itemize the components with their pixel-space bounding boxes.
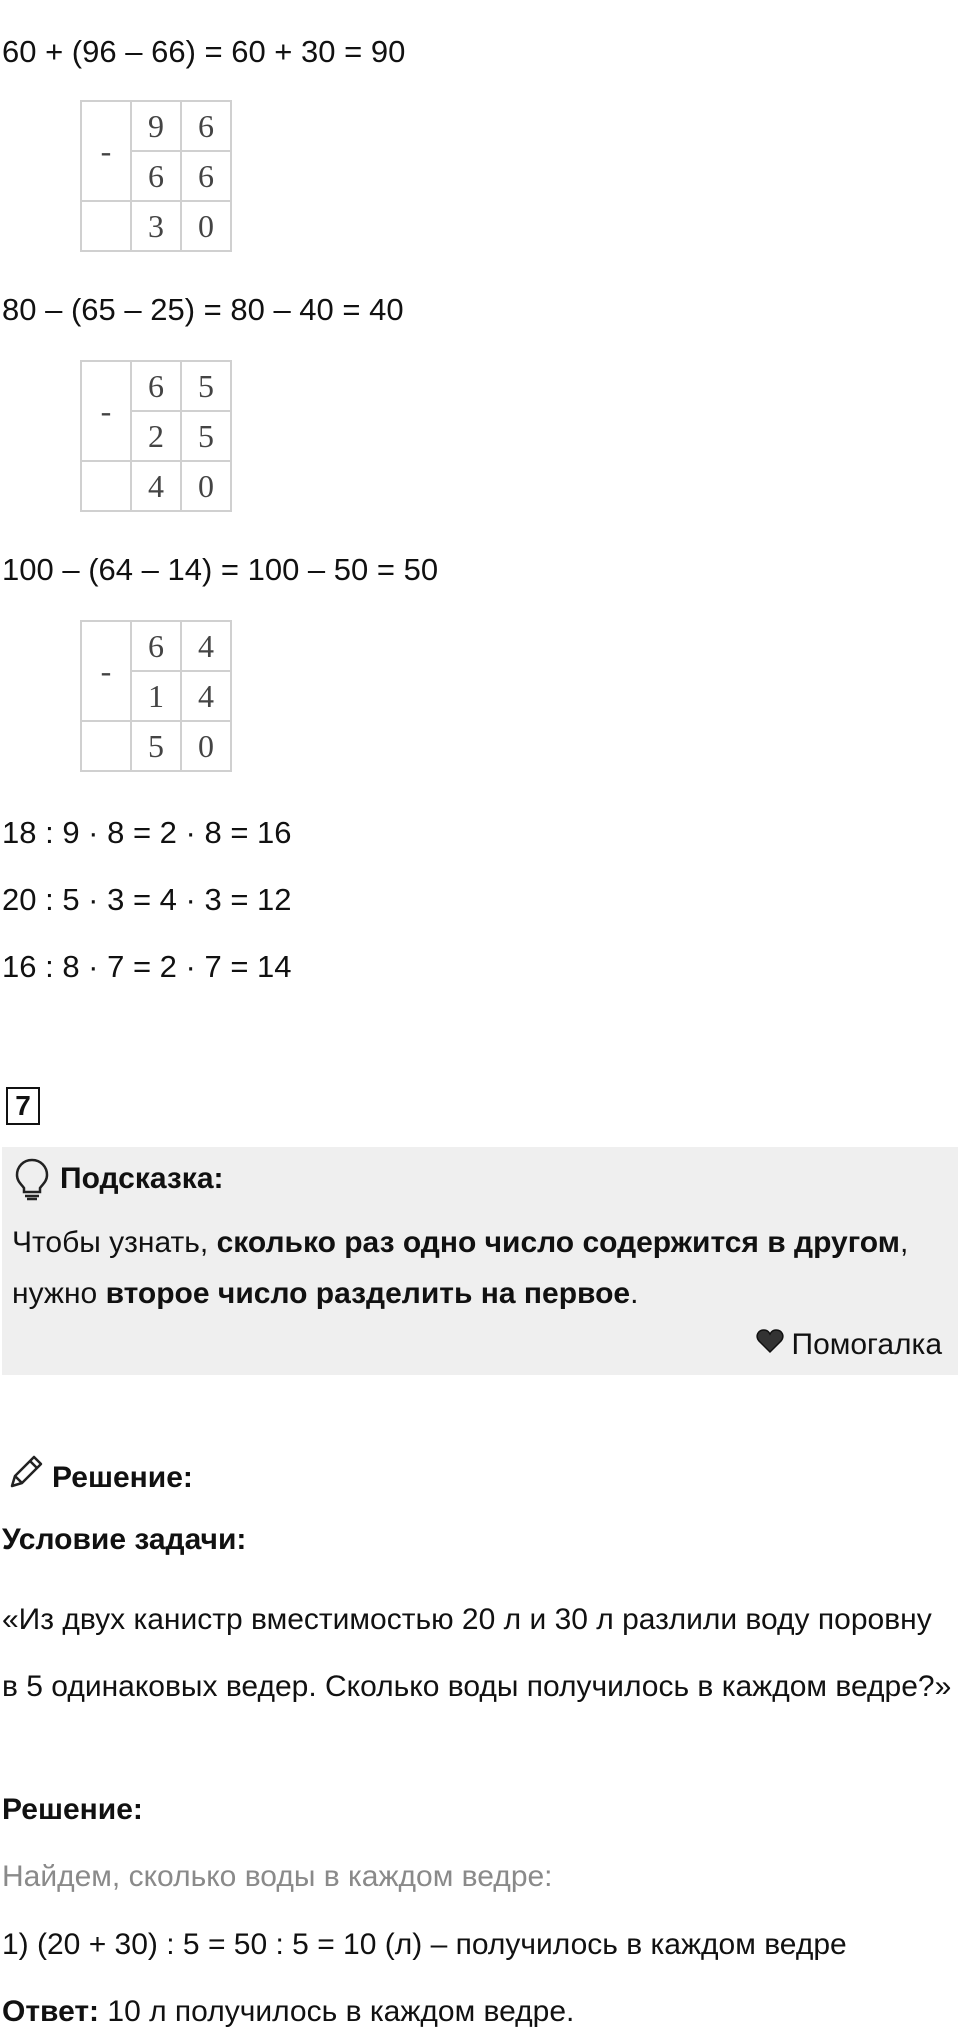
hint-title: Подсказка:	[60, 1162, 224, 1195]
solution-step-1: 1) (20 + 30) : 5 = 50 : 5 = 10 (л) – получилось в каждом ведре	[2, 1928, 847, 1961]
hint-source-label: Помогалка	[791, 1328, 942, 1361]
digit: 0	[181, 461, 231, 511]
answer-label: Ответ:	[2, 1995, 100, 2028]
digit: 5	[181, 361, 231, 411]
digit: 9	[131, 101, 181, 151]
answer-text: 10 л получилось в каждом ведре.	[99, 1995, 575, 2028]
expression-1: 60 + (96 – 66) = 60 + 30 = 90	[2, 34, 406, 69]
hint-text-part: .	[630, 1277, 639, 1310]
hint-text-part: , нужно	[12, 1226, 909, 1310]
column-subtraction-2	[80, 360, 232, 512]
condition-text: «Из двух канистр вместимостью 20 л и 30 л разлили воду поровну в 5 одинаковых ведер. Сколько воды получилось в каждом ведре?»	[2, 1603, 952, 1703]
digit: 0	[181, 201, 231, 251]
digit: 5	[131, 721, 181, 771]
digit: 3	[131, 201, 181, 251]
empty-cell	[81, 721, 131, 771]
hint-text-bold: второе число разделить на первое	[105, 1277, 631, 1310]
digit: 6	[131, 621, 181, 671]
task-number: 7	[6, 1087, 40, 1125]
expression-5: 20 : 5 · 3 = 4 · 3 = 12	[2, 882, 292, 917]
condition-label: Условие задачи:	[2, 1523, 247, 1556]
digit: 0	[181, 721, 231, 771]
expression-6: 16 : 8 · 7 = 2 · 7 = 14	[2, 949, 292, 984]
digit: 2	[131, 411, 181, 461]
hint-text	[12, 1217, 932, 1319]
digit: 6	[131, 151, 181, 201]
digit: 1	[131, 671, 181, 721]
expression-3: 100 – (64 – 14) = 100 – 50 = 50	[2, 552, 439, 587]
digit: 4	[181, 671, 231, 721]
hint-text-part: Чтобы узнать,	[12, 1226, 217, 1259]
minus-sign: -	[81, 101, 131, 201]
hint-source	[756, 1325, 943, 1365]
solution-header-label: Решение:	[52, 1460, 193, 1494]
digit: 5	[181, 411, 231, 461]
expression-2: 80 – (65 – 25) = 80 – 40 = 40	[2, 292, 404, 327]
column-subtraction-3	[80, 620, 232, 772]
digit: 4	[181, 621, 231, 671]
minus-sign: -	[81, 361, 131, 461]
digit: 6	[131, 361, 181, 411]
pencil-icon	[6, 1452, 46, 1503]
minus-sign: -	[81, 621, 131, 721]
hint-text-bold: сколько раз одно число содержится в другом	[216, 1226, 900, 1259]
solution-header	[6, 1452, 193, 1503]
digit: 4	[131, 461, 181, 511]
digit: 6	[181, 151, 231, 201]
empty-cell	[81, 201, 131, 251]
solution-note: Найдем, сколько воды в каждом ведре:	[2, 1860, 553, 1893]
column-subtraction-1	[80, 100, 232, 252]
lightbulb-icon	[12, 1157, 52, 1201]
heart-icon	[756, 1325, 784, 1365]
hint-box	[2, 1147, 958, 1375]
empty-cell	[81, 461, 131, 511]
expression-4: 18 : 9 · 8 = 2 · 8 = 16	[2, 815, 292, 850]
solution-label: Решение:	[2, 1793, 143, 1826]
digit: 6	[181, 101, 231, 151]
answer-line	[2, 1992, 574, 2032]
